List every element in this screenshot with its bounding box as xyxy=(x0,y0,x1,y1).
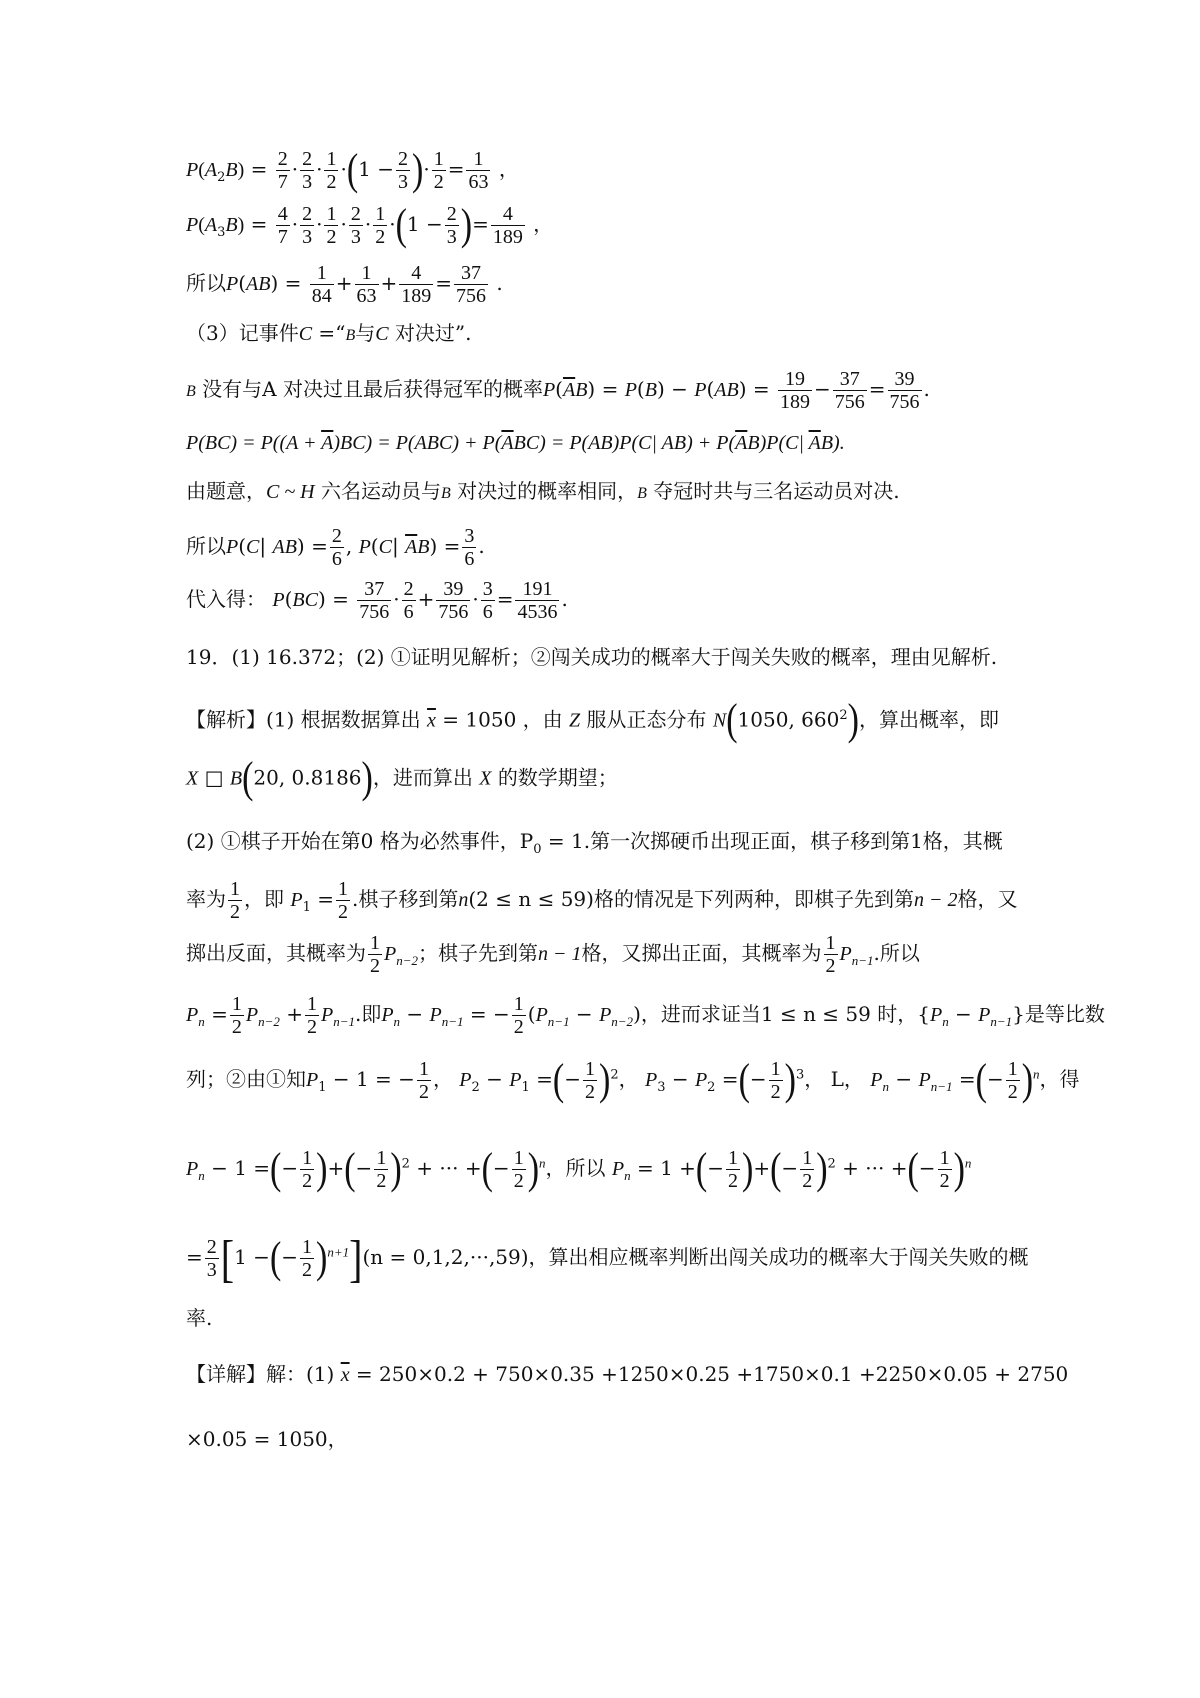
equation-p-bc-result: 代入得： P(BC) = $\frac{37}{756}$ · $\frac{2}{6}$ + $\frac{39}{756}$ · $\frac{3}{6}$ = $\frac{191}{4536}$ . xyxy=(186,578,568,623)
question-19-answer: 19．(1) 16.372；(2) ①证明见解析；②闯关成功的概率大于闯关失败的概率，理由见解析. xyxy=(186,645,998,669)
conditional-probabilities: 所以P(C| AB) = $\frac{2}{6}$ , P(C| $\overline{A}B$) = $\frac{3}{6}$ . xyxy=(186,525,485,570)
recurrence-relation: $P_n$ = $\frac{1}{2}$ $P_{n-2}$ + $\frac{1}{2}$ $P_{n-1}$.即$P_n - P_{n-1}$ = − $\frac{1}{2}$ $(P_{n-1} - P_{n-2})$，进而求证当1 ≤ n ≤ 59 时，$\{P_n - P_{n-1}\}$是等比数 xyxy=(186,993,1105,1038)
analysis-part2-cases: 掷出反面，其概率为 $\frac{1}{2}$ $P_{n-2}$；棋子先到第n − 1格，又掷出正面，其概率为 $\frac{1}{2}$ $P_{n-1}$.所以 xyxy=(186,932,920,977)
probability-b-not-a: B 没有与A 对决过且最后获得冠军的概率$P(\overline{A}B) = P(B) - P(AB)$ = $\frac{19}{189}$ − $\frac{37}{756}$ = $\frac{39}{756}$ . xyxy=(186,368,930,413)
analysis-part2-transition: 率为 $\frac{1}{2}$ ，即 $P_1$ = $\frac{1}{2}$ .棋子移到第n(2 ≤ n ≤ 59)格的情况是下列两种，即棋子先到第n − 2格，又 xyxy=(186,878,1018,923)
closed-form-result: = $\frac{2}{3}$ [1 −(− $\frac{1}{2}$ )$^{n+1}$](n = 0,1,2,···,59)，算出相应概率判断出闯关成功的概率大于闯关失败的概 xyxy=(186,1228,1029,1288)
sum-expression: $P_n - 1$ =(− $\frac{1}{2}$ )+(− $\frac{1}{2}$ )$^2$ + ··· +(− $\frac{1}{2}$ )$^n$，所以 $P_n = 1$ +(− $\frac{1}{2}$ )+(− $\frac{1}{2}$ )$^2$ + ··· +(− $\frac{1}{2}$ )$^n$ xyxy=(186,1144,972,1193)
detailed-solution-mean: 【详解】解：(1) $\overline{x} = 250\times 0.2 + 750\times 0.35 +1250\times 0.25 +1750\times 0.1 +2250\times 0.05 + 2750$ xyxy=(186,1362,1069,1386)
equation-p-a3b: $P(A_3B)$ = $\frac{4}{7}$ · $\frac{2}{3}$ · $\frac{1}{2}$ · $\frac{2}{3}$ · $\frac{1}{2}$ ·(1 − $\frac{2}{3}$ )= $\frac{4}{189}$ ， xyxy=(186,200,554,249)
geometric-terms: 列；②由①知$P_1 - 1$ = − $\frac{1}{2}$ ， $P_2 - P_1$ =(− $\frac{1}{2}$ )$^2$， $P_3 - P_2$ =(− $\frac{1}{2}$ )$^3$， L， $P_n - P_{n-1}$ =(− $\frac{1}{2}$ )$^n$，得 xyxy=(186,1055,1080,1104)
analysis-part1: 【解析】(1) 根据数据算出 $\overline{x} = 1050$ ，由 Z 服从正态分布 N(1050, $660^2$)，算出概率，即 xyxy=(186,696,999,745)
equation-p-ab: 所以P(AB) = $\frac{1}{84}$ + $\frac{1}{63}$ + $\frac{4}{189}$ = $\frac{37}{756}$ . xyxy=(186,262,503,307)
problem-condition: 由题意，C ~ H 六名运动员与B 对决过的概率相同，B 夺冠时共与三名运动员对决. xyxy=(186,479,900,503)
equation-p-a2b: $P(A_2B)$ = $\frac{2}{7}$ · $\frac{2}{3}$ · $\frac{1}{2}$ ·(1 − $\frac{2}{3}$ )· $\frac{1}{2}$ = $\frac{1}{63}$ ， xyxy=(186,145,519,194)
equation-p-bc-expansion: $P(BC) = P((A + \overline{A})BC) = P(ABC) + P(\overline{A}BC) = P(AB)P(C|$ $AB) + P(\overline{A}B)P(C|$ $\overline{A}B$). xyxy=(186,432,845,454)
analysis-part2-intro: (2) ①棋子开始在第0 格为必然事件，$P_0 = 1$.第一次掷硬币出现正面，棋子移到第1格，其概 xyxy=(186,829,1003,857)
text-continuation: 率. xyxy=(186,1306,213,1330)
binomial-distribution: X □ B(20, 0.8186)，进而算出 X 的数学期望； xyxy=(186,754,618,803)
part3-event-definition: （3）记事件C =“B与C 对决过”. xyxy=(186,321,472,345)
detailed-solution-mean-end: ×0.05 = 1050， xyxy=(186,1427,348,1451)
